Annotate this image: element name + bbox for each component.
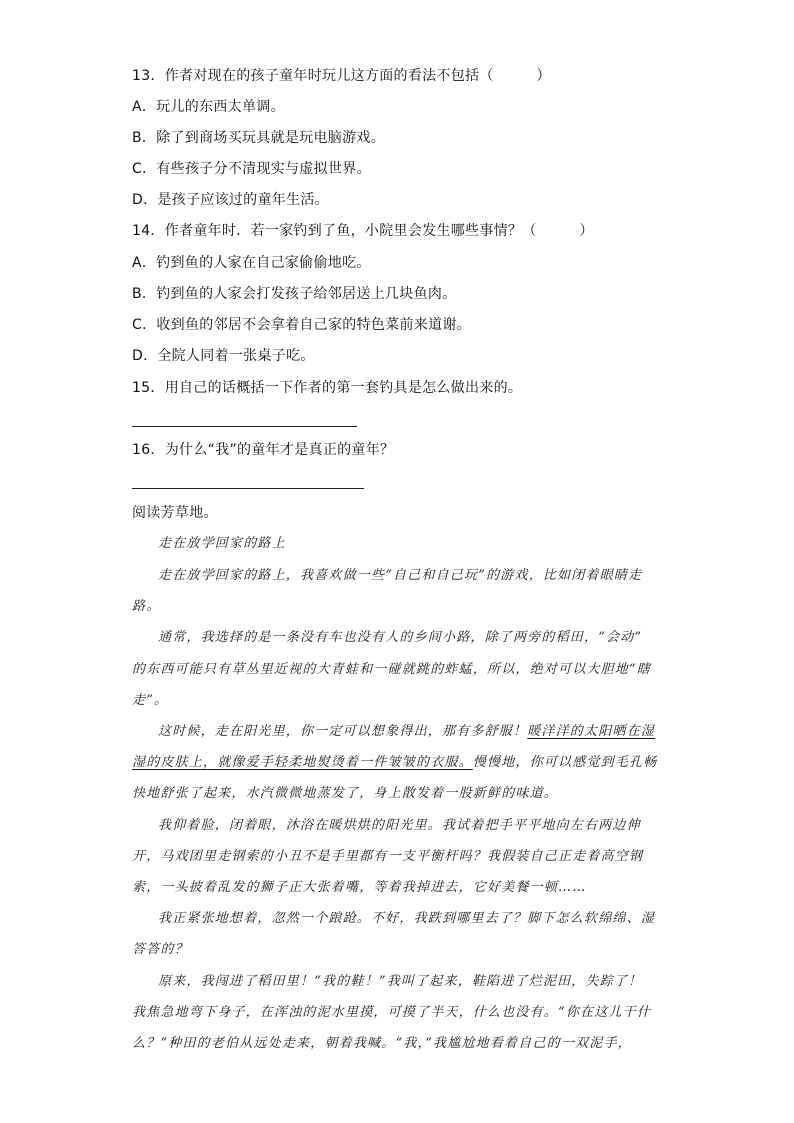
question-16-answer-line[interactable]: [132, 488, 364, 489]
passage-line: 我仰着脸，闭着眼，沐浴在暖烘烘的阳光里。我试着把手平平地向左右两边伸: [158, 818, 641, 833]
question-14-option-b: B．钓到鱼的人家会打发孩子给邻居送上几块鱼肉。: [132, 286, 457, 302]
passage-line: 的东西可能只有草丛里近视的大青蛙和一碰就跳的蚱蜢，所以，绝对可以大胆地“瞎: [132, 662, 652, 677]
passage-line: 通常，我选择的是一条没有车也没有人的乡间小路，除了两旁的稻田，“会动”: [158, 630, 643, 645]
question-14-option-a: A．钓到鱼的人家在自己家偷偷地吃。: [132, 255, 371, 271]
underlined-sentence-part-1: 暖洋洋的太阳晒在湿: [527, 724, 656, 739]
passage-line: 走在放学回家的路上，我喜欢做一些“自己和自己玩”的游戏，比如闭着眼睛走: [158, 568, 643, 583]
question-13-option-b: B．除了到商场买玩具就是玩电脑游戏。: [132, 130, 386, 146]
passage-line: 我正紧张地想着，忽然一个踉跄。不好，我跌到哪里去了？脚下怎么软绵绵、湿: [158, 911, 656, 926]
passage-line: 快地舒张了起来，水汽微微地蒸发了，身上散发着一股新鲜的味道。: [132, 786, 559, 801]
passage-text: 慢慢地，你可以感觉到毛孔畅: [472, 755, 658, 770]
passage-line: 路。: [132, 599, 161, 614]
question-15-answer-line[interactable]: [132, 426, 357, 427]
question-13-option-c: C．有些孩子分不清现实与虚拟世界。: [132, 161, 371, 177]
passage-line: 答答的？: [132, 942, 189, 957]
reading-section-title: 阅读芳草地。: [132, 505, 218, 521]
passage-line: 我焦急地弯下身子，在浑浊的泥水里摸，可摸了半天，什么也没有。“你在这儿干什: [132, 1005, 652, 1020]
question-14-option-c: C．收到鱼的邻居不会拿着自己家的特色菜前来道谢。: [132, 317, 471, 333]
passage-line: 开，马戏团里走钢索的小丑不是手里都有一支平衡杆吗？我假装自己正走着高空钢: [132, 849, 644, 864]
passage-title: 走在放学回家的路上: [158, 536, 286, 551]
passage-line: 走”。: [132, 693, 169, 708]
passage-line: 索，一头披着乱发的狮子正大张着嘴，等着我掉进去，它好美餐一顿……: [132, 880, 587, 895]
passage-line: 么？”种田的老伯从远处走来，朝着我喊。“我，”我尴尬地看着自己的一双泥手，: [132, 1036, 632, 1051]
question-14-stem: 14．作者童年时．若一家钓到了鱼，小院里会发生哪些事情？（ ）: [132, 223, 594, 239]
passage-line-mixed: [132, 754, 657, 772]
question-15-stem: 15．用自己的话概括一下作者的第一套钓具是怎么做出来的。: [132, 380, 523, 396]
question-14-option-d: D．全院人同着一张桌子吃。: [132, 348, 315, 364]
underlined-sentence-part-2: 湿的皮肤上，就像爱手轻柔地熨烫着一件皱皱的衣服。: [132, 755, 473, 770]
passage-line: 原来，我闯进了稻田里！“我的鞋！”我叫了起来，鞋陷进了烂泥田，失踪了！: [158, 974, 643, 989]
question-13-stem: 13．作者对现在的孩子童年时玩儿这方面的看法不包括（ ）: [132, 68, 551, 84]
question-13-option-a: A．玩儿的东西太单调。: [132, 99, 285, 115]
question-16-stem: 16．为什么“我”的童年才是真正的童年？: [132, 442, 395, 458]
passage-line-mixed: [132, 723, 655, 741]
question-13-option-d: D．是孩子应该过的童年生活。: [132, 192, 329, 208]
passage-text: 这时候，走在阳光里，你一定可以想象得出，那有多舒服！: [158, 724, 528, 739]
